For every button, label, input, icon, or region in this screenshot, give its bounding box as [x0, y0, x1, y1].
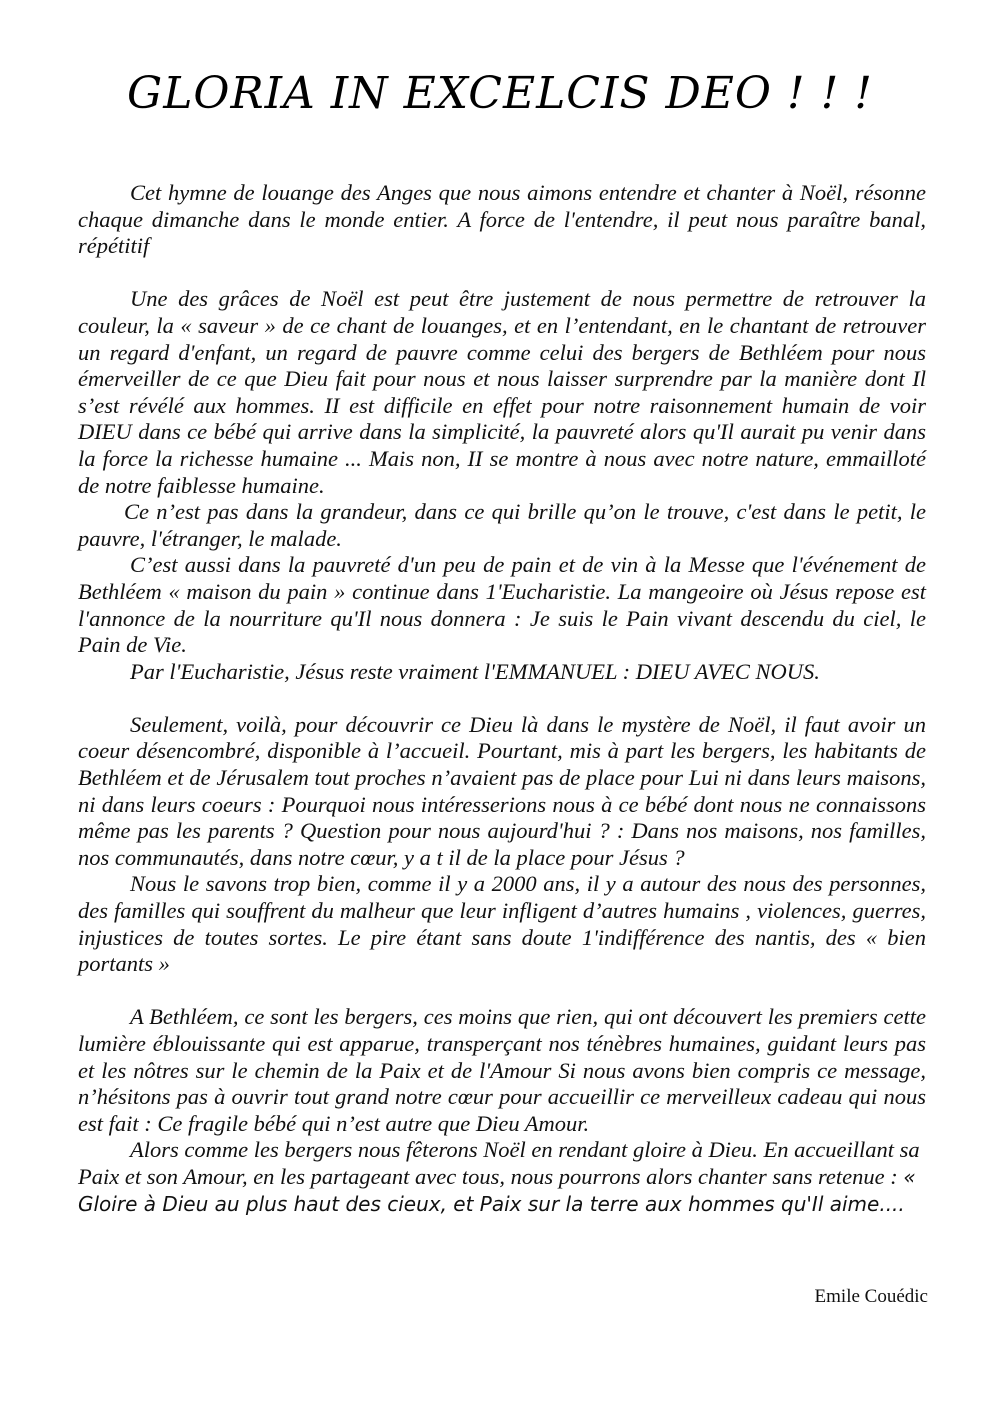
paragraph-3: Ce n’est pas dans la grandeur, dans ce qui brille qu’on le trouve, c'est dans le petit, le pauvre, l'étranger, le malade.: [78, 499, 926, 551]
paragraph-2: Une des grâces de Noël est peut être justement de nous permettre de retrouver la couleur, la « saveur » de ce chant de louanges, et en l’entendant, en le chantant de retrouver un regard d'enfant, un regard de pauvre comme celui des bergers de Bethléem pour nous émerveiller de ce que Dieu fait pour nous et nous laisser surprendre par la manière dont Il s’est révélé aux hommes. II est difficile en effet pour notre raisonnement humain de voir DIEU dans ce bébé qui arrive dans la simplicité, la pauvreté alors qu'Il aurait pu venir dans la force la richesse humaine ... Mais non, II se montre à nous avec notre nature, emmailloté de notre faiblesse humaine.: [78, 286, 926, 498]
paragraph-5: Par l'Eucharistie, Jésus reste vraiment l'EMMANUEL : DIEU AVEC NOUS.: [130, 658, 820, 684]
paragraph-7: Nous le savons trop bien, comme il y a 2000 ans, il y a autour des nous des personnes, des familles qui souffrent du malheur que leur infligent d’autres humains , violences, guerres, injustices de toutes sortes. Le pire étant sans doute 1'indifférence des nantis, des « bien portants »: [78, 871, 926, 977]
paragraph-9: [78, 1137, 926, 1217]
closing-quote: « Gloire à Dieu au plus haut des cieux, et Paix sur la terre aux hommes qu'Il aime....: [78, 1164, 916, 1216]
paragraph-1: Cet hymne de louange des Anges que nous aimons entendre et chanter à Noël, résonne chaque dimanche dans le monde entier. A force de l'entendre, il peut nous paraître banal, répétitif: [78, 180, 926, 259]
paragraph-4: C’est aussi dans la pauvreté d'un peu de pain et de vin à la Messe que l'événement de Bethléem « maison du pain » continue dans 1'Eucharistie. La mangeoire où Jésus repose est l'annonce de la nourriture qu'Il nous donnera : Je suis le Pain vivant descendu du ciel, le Pain de Vie.: [78, 552, 926, 658]
document-body: [78, 180, 926, 1217]
author-signature: Emile Couédic: [814, 1286, 928, 1307]
paragraph-9-text: Alors comme les bergers nous fêterons Noël en rendant gloire à Dieu. En accueillant sa Paix et son Amour, en les partageant avec tous, nous pourrons alors chanter sans retenue :: [78, 1137, 920, 1189]
paragraph-6: Seulement, voilà, pour découvrir ce Dieu là dans le mystère de Noël, il faut avoir un coeur désencombré, disponible à l’accueil. Pourtant, mis à part les bergers, les habitants de Bethléem et de Jérusalem tout proches n’avaient pas de place pour Lui ni dans leurs maisons, ni dans leurs coeurs : Pourquoi nous intéresserions nous à ce bébé dont nous ne connaissons même pas les parents ? Question pour nous aujourd'hui ? : Dans nos maisons, nos familles, nos communautés, dans notre cœur, y a t il de la place pour Jésus ?: [78, 711, 926, 870]
document-title: GLORIA IN EXCELCIS DEO ! ! !: [127, 68, 873, 119]
paragraph-8: A Bethléem, ce sont les bergers, ces moins que rien, qui ont découvert les premiers cette lumière éblouissante qui est apparue, transperçant nos ténèbres humaines, guidant leurs pas et les nôtres sur le chemin de la Paix et de l'Amour Si nous avons bien compris ce message, n’hésitons pas à ouvrir tout grand notre cœur pour accueillir ce merveilleux cadeau qui nous est fait : Ce fragile bébé qui n’est autre que Dieu Amour.: [78, 1004, 926, 1136]
